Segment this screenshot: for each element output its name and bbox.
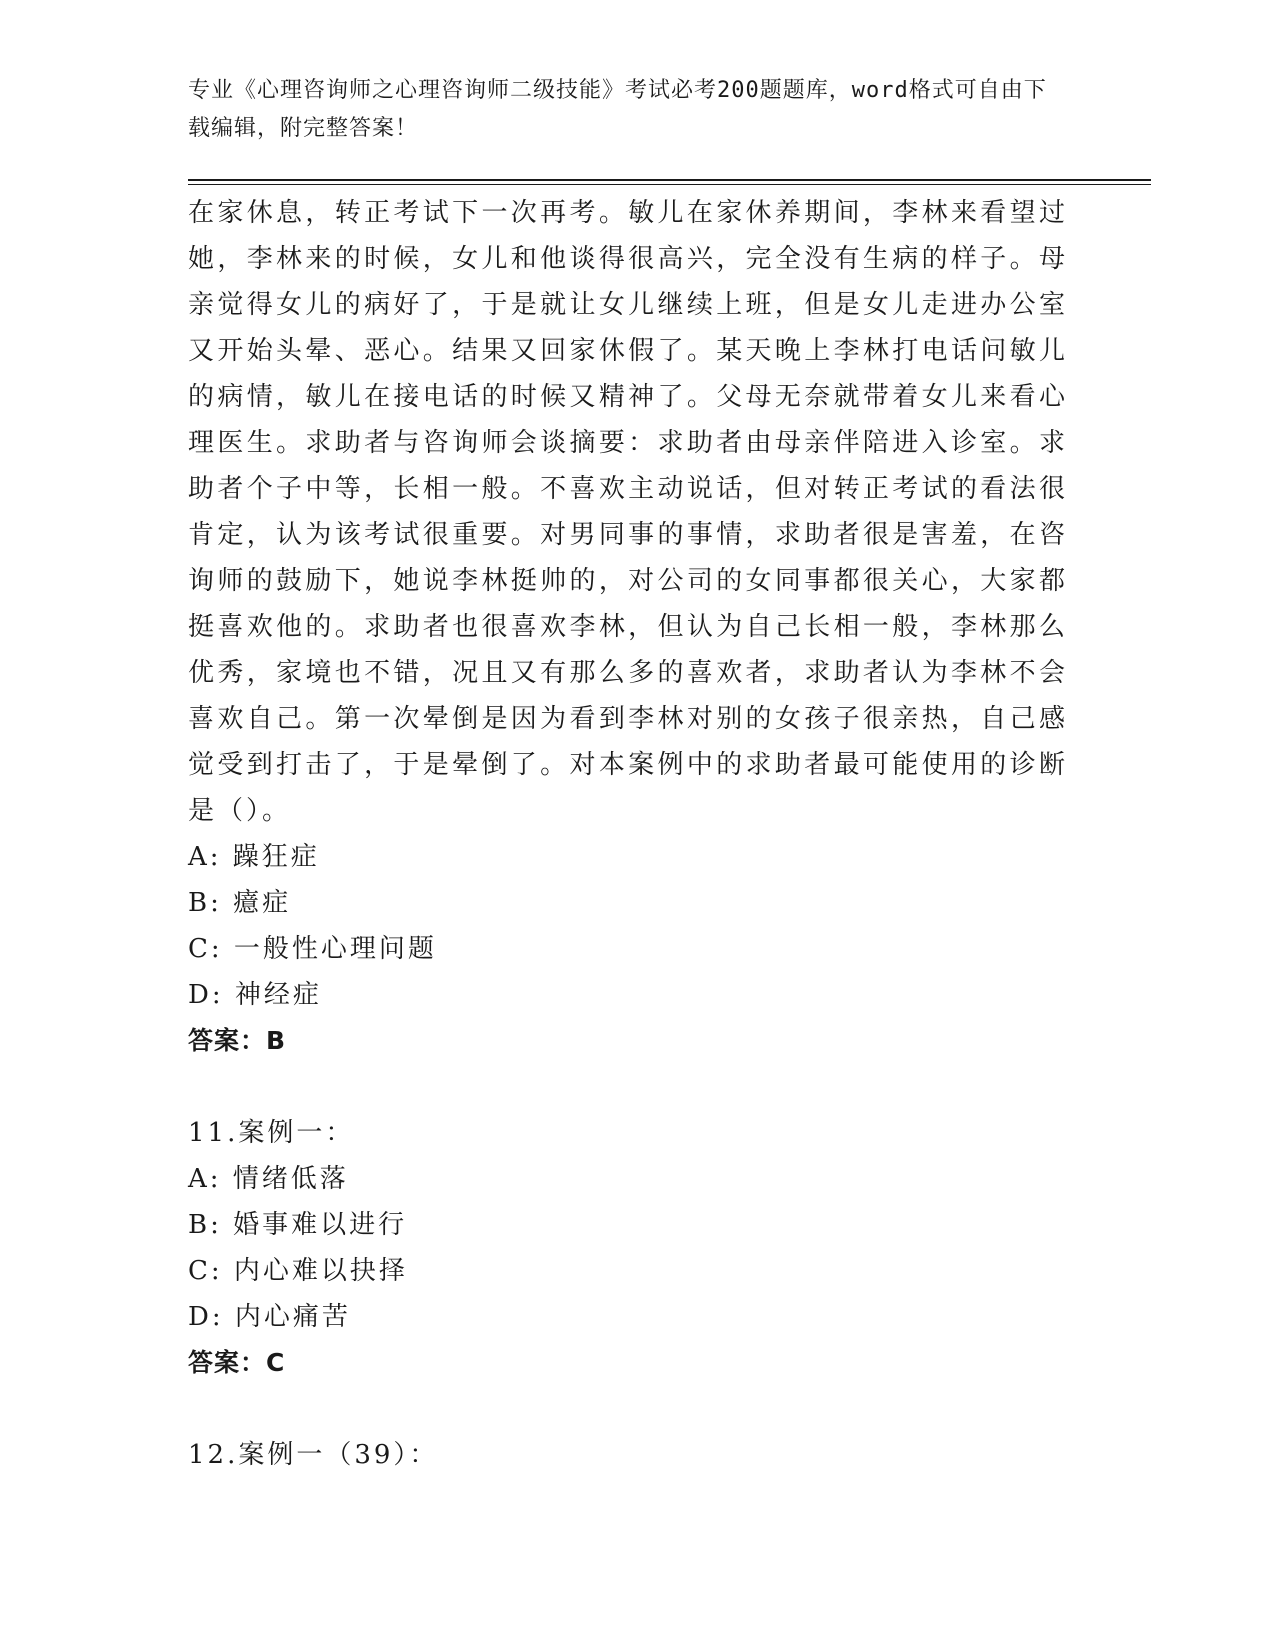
question-10-option-b: B: 癔症 xyxy=(188,888,292,918)
question-10-stem: 在家休息，转正考试下一次再考。敏儿在家休养期间，李林来看望过她，李林来的时候，女儿和他谈得很高兴，完全没有生病的样子。母亲觉得女儿的病好了，于是就让女儿继续上班，但是女儿走进办公室又开始头晕、恶心。结果又回家休假了。某天晚上李林打电话问敏儿的病情，敏儿在接电话的时候又精神了。父母无奈就带着女儿来看心理医生。求助者与咨询师会谈摘要：求助者由母亲伴陪进入诊室。求助者个子中等，长相一般。不喜欢主动说话，但对转正考试的看法很肯定，认为该考试很重要。对男同事的事情，求助者很是害羞，在咨询师的鼓励下，她说李林挺帅的，对公司的女同事都很关心，大家都挺喜欢他的。求助者也很喜欢李林，但认为自己长相一般，李林那么优秀，家境也不错，况且又有那么多的喜欢者，求助者认为李林不会喜欢自己。第一次晕倒是因为看到李林对别的女孩子很亲热，自己感觉受到打击了，于是晕倒了。对本案例中的求助者最可能使用的诊断是（）。 xyxy=(188,198,1068,826)
header-rule-thick xyxy=(188,179,1151,181)
question-11-option-a: A: 情绪低落 xyxy=(188,1164,349,1194)
document-header: 专业《心理咨询师之心理咨询师二级技能》考试必考200题题库，word格式可自由下载编辑，附完整答案！ xyxy=(188,78,1047,141)
question-11-answer: 答案：C xyxy=(188,1348,286,1377)
document-body xyxy=(188,190,1068,1478)
question-11-title: 11.案例一： xyxy=(188,1118,355,1148)
question-10-answer: 答案：B xyxy=(188,1026,287,1055)
question-10-option-a: A: 躁狂症 xyxy=(188,842,320,872)
question-10-option-d: D: 神经症 xyxy=(188,980,322,1010)
question-12-title: 12.案例一（39）： xyxy=(188,1440,439,1470)
spacer xyxy=(188,1064,1068,1110)
question-10-option-c: C: 一般性心理问题 xyxy=(188,934,437,964)
question-11-option-c: C: 内心难以抉择 xyxy=(188,1256,408,1286)
question-11-option-d: D: 内心痛苦 xyxy=(188,1302,351,1332)
question-11-option-b: B: 婚事难以进行 xyxy=(188,1210,408,1240)
spacer xyxy=(188,1386,1068,1432)
header-rule-thin xyxy=(188,184,1151,185)
